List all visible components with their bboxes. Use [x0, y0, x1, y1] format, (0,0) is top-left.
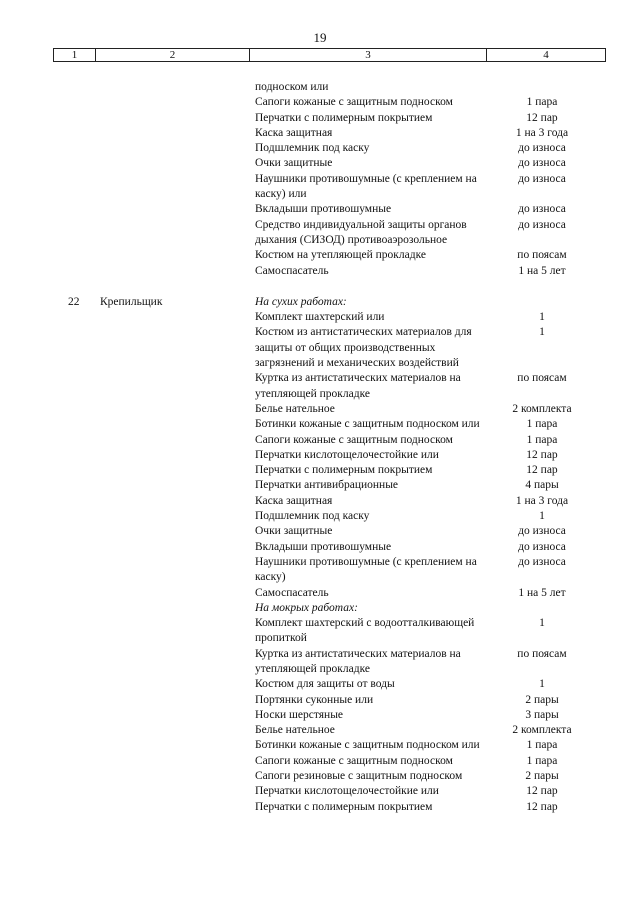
table-row — [0, 126, 640, 141]
item-name: Костюм из антистатических материалов для защиты от общих производственных загрязнений и механических воздействий — [255, 326, 472, 370]
table-row — [0, 433, 640, 448]
table-row — [0, 478, 640, 493]
item-name: Наушники противошумные (с креплением на каску) — [255, 555, 477, 584]
item-name: Очки защитные — [255, 157, 333, 170]
issue-norm: 1 пара — [526, 754, 558, 767]
issue-norm: 2 пары — [525, 770, 559, 783]
table-row — [0, 248, 640, 263]
spacer — [0, 279, 640, 295]
profession-name: Крепильщик — [100, 295, 163, 308]
section-title: На сухих работах: — [255, 295, 347, 308]
item-name: Перчатки кислотощелочестойкие или — [255, 785, 439, 798]
item-name: Носки шерстяные — [255, 708, 344, 721]
issue-norm: до износа — [518, 555, 566, 568]
issue-norm: по поясам — [517, 647, 567, 660]
issue-norm: 2 пары — [525, 693, 559, 706]
table-row — [0, 95, 640, 110]
table-row — [0, 325, 640, 371]
item-name: Сапоги кожаные с защитным подноском — [255, 96, 453, 109]
table-row — [0, 540, 640, 555]
issue-norm: 1 на 3 года — [515, 126, 569, 139]
issue-norm: до износа — [518, 142, 566, 155]
item-name: Комплект шахтерский или — [255, 311, 385, 324]
table-row — [0, 156, 640, 171]
issue-norm: 12 пар — [526, 111, 558, 124]
table-row — [0, 769, 640, 784]
item-name: Самоспасатель — [255, 586, 329, 599]
table-row — [0, 509, 640, 524]
table-row — [0, 555, 640, 586]
table-row — [0, 463, 640, 478]
issue-norm: 1 пара — [526, 96, 558, 109]
column-header-4: 4 — [543, 49, 549, 61]
issue-norm: 12 пар — [526, 800, 558, 813]
table-row — [0, 202, 640, 217]
table-row — [0, 417, 640, 432]
issue-norm: 1 — [539, 311, 545, 324]
table-row — [0, 586, 640, 601]
table-row — [0, 524, 640, 539]
column-header-3: 3 — [250, 49, 487, 61]
issue-norm: до износа — [518, 157, 566, 170]
item-name: Сапоги кожаные с защитным подноском — [255, 754, 453, 767]
table-row — [0, 172, 640, 203]
table-row — [0, 402, 640, 417]
issue-norm: до износа — [518, 525, 566, 538]
table-row — [0, 708, 640, 723]
table-row — [0, 616, 640, 647]
issue-norm: 1 — [539, 326, 545, 339]
item-name: Ботинки кожаные с защитным подноском или — [255, 418, 480, 431]
column-header-1: 1 — [54, 49, 96, 61]
table-row — [0, 310, 640, 325]
table-row — [0, 800, 640, 815]
issue-norm: 1 пара — [526, 418, 558, 431]
item-name: Комплект шахтерский с водоотталкивающей пропиткой — [255, 617, 475, 645]
item-name: Куртка из антистатических материалов на утепляющей прокладке — [255, 372, 461, 400]
column-header-row — [53, 48, 606, 62]
issue-norm: 1 — [539, 678, 545, 691]
item-name: Перчатки с полимерным покрытием — [255, 111, 433, 124]
issue-norm: 2 комплекта — [512, 724, 572, 737]
item-name: Сапоги кожаные с защитным подноском — [255, 433, 453, 446]
item-name: Самоспасатель — [255, 264, 329, 277]
table-row — [0, 218, 640, 249]
item-name: Костюм на утепляющей прокладке — [255, 249, 426, 262]
entry-number: 22 — [68, 295, 80, 308]
item-name: Вкладыши противошумные — [255, 203, 392, 216]
item-name: Ботинки кожаные с защитным подноском или — [255, 739, 480, 752]
issue-norm: 1 на 5 лет — [518, 264, 566, 277]
table-row — [0, 677, 640, 692]
item-name: Средство индивидуальной защиты органов дыхания (СИЗОД) противоаэрозольное — [255, 218, 467, 246]
item-name: Перчатки кислотощелочестойкие или — [255, 448, 439, 461]
issue-norm: до износа — [518, 203, 566, 216]
issue-norm: 1 на 3 года — [515, 494, 569, 507]
table-row — [0, 647, 640, 678]
item-name: Сапоги резиновые с защитным подноском — [255, 770, 463, 783]
item-name: Белье нательное — [255, 724, 335, 737]
issue-norm: 12 пар — [526, 448, 558, 461]
issue-norm: 1 — [539, 617, 545, 630]
table-row — [0, 738, 640, 753]
item-name: Перчатки с полимерным покрытием — [255, 464, 433, 477]
issue-norm: 4 пары — [525, 479, 559, 492]
table-row — [0, 141, 640, 156]
issue-norm: по поясам — [517, 372, 567, 385]
table-row — [0, 723, 640, 738]
issue-norm: 2 комплекта — [512, 402, 572, 415]
item-name: Каска защитная — [255, 126, 333, 139]
item-name: Перчатки антивибрационные — [255, 479, 399, 492]
item-name: Подшлемник под каску — [255, 510, 370, 523]
issue-norm: 12 пар — [526, 464, 558, 477]
item-name: Очки защитные — [255, 525, 333, 538]
section-title: На мокрых работах: — [255, 601, 358, 614]
item-name: Каска защитная — [255, 494, 333, 507]
table-row — [0, 784, 640, 799]
item-name: Перчатки с полимерным покрытием — [255, 800, 433, 813]
issue-norm: 1 пара — [526, 433, 558, 446]
section-row — [0, 601, 640, 616]
item-name: Портянки суконные или — [255, 693, 374, 706]
table-row — [0, 264, 640, 279]
table-row — [0, 111, 640, 126]
item-name: Вкладыши противошумные — [255, 540, 392, 553]
item-name: Наушники противошумные (с креплением на каску) или — [255, 172, 477, 201]
table-row — [0, 494, 640, 509]
item-name: Подшлемник под каску — [255, 142, 370, 155]
item-name: Костюм для защиты от воды — [255, 678, 395, 691]
issue-norm: 1 на 5 лет — [518, 586, 566, 599]
table-row — [0, 80, 640, 95]
item-name: Белье нательное — [255, 402, 335, 415]
issue-norm: 1 — [539, 510, 545, 523]
issue-norm: до износа — [518, 218, 566, 231]
issue-norm: 12 пар — [526, 785, 558, 798]
column-header-2: 2 — [96, 49, 250, 61]
norms-table-body — [0, 80, 640, 815]
table-row — [0, 448, 640, 463]
table-row — [0, 693, 640, 708]
issue-norm: по поясам — [517, 249, 567, 262]
issue-norm: 1 пара — [526, 739, 558, 752]
page-number: 19 — [313, 30, 327, 45]
issue-norm: до износа — [518, 172, 566, 185]
table-row — [0, 371, 640, 402]
section-row — [0, 295, 640, 310]
table-row — [0, 754, 640, 769]
issue-norm: 3 пары — [525, 708, 559, 721]
issue-norm: до износа — [518, 540, 566, 553]
item-name: подноском или — [255, 81, 329, 93]
item-name: Куртка из антистатических материалов на утепляющей прокладке — [255, 647, 461, 675]
